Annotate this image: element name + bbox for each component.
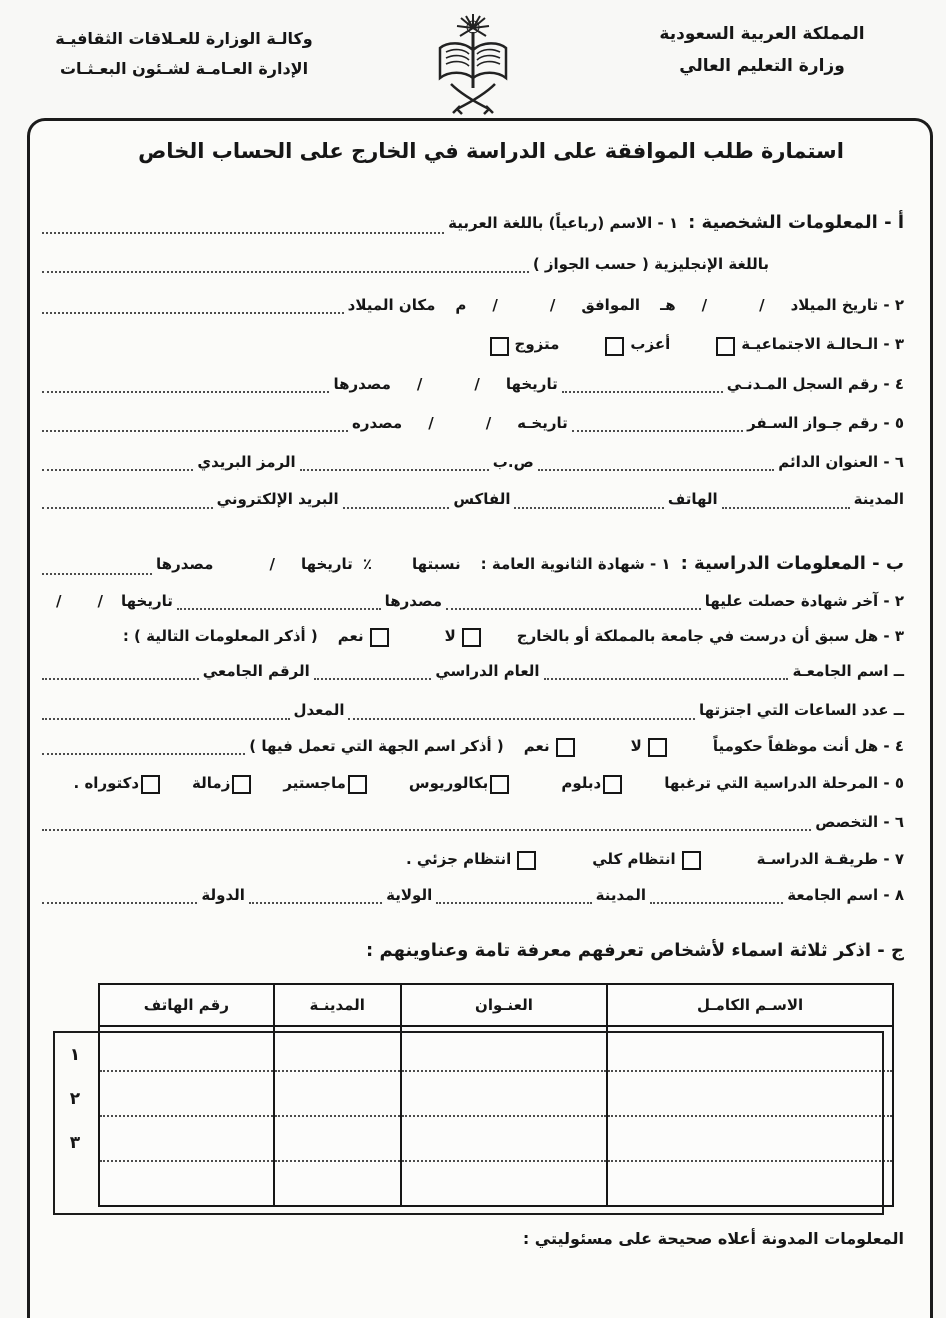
- target-university-label: ٨ - اسم الجامعة: [787, 885, 904, 904]
- reference-row-2: [99, 1071, 893, 1116]
- major-write-line[interactable]: [42, 824, 811, 831]
- doctorate-option-label: دكتوراه .: [73, 773, 140, 792]
- field-row-employee: [38, 735, 904, 758]
- civil-record-label: ٤ - رقم السجل المـدنـي: [726, 374, 904, 393]
- birth-place-label: مكان الميلاد: [347, 296, 436, 315]
- major-label: ٦ - التخصص: [815, 813, 904, 832]
- civil-record-date-label: تاريخها: [505, 374, 558, 393]
- table-cell[interactable]: [274, 1026, 401, 1071]
- fax-label: الفاكس: [453, 490, 511, 509]
- field-row-birth-date: [38, 294, 904, 317]
- studied-before-note: ( أذكر المعلومات التالية ) :: [122, 626, 318, 645]
- ministry-emblem-icon: [421, 10, 525, 118]
- target-city-label: المدينة: [595, 885, 646, 904]
- field-row-highschool: [38, 550, 904, 578]
- parttime-option-label: انتظام جزئي .: [406, 850, 512, 869]
- checkbox-fulltime[interactable]: [682, 851, 701, 870]
- checkbox-marital[interactable]: [716, 337, 735, 356]
- highschool-date-label: تاريخها: [300, 554, 353, 573]
- field-row-major: [38, 811, 904, 834]
- field-row-name-english: [38, 253, 769, 276]
- prev-university-label: ــ اسم الجامعـة: [792, 662, 904, 681]
- university-number-write-line[interactable]: [42, 673, 199, 680]
- checkbox-bachelor[interactable]: [490, 775, 509, 794]
- married-option-label: متزوج: [514, 335, 560, 354]
- academic-year-write-line[interactable]: [314, 673, 432, 680]
- references-table: [98, 983, 894, 1207]
- fellowship-option-label: زمالة: [192, 773, 231, 792]
- highschool-issuer-label: مصدرها: [156, 554, 214, 573]
- last-degree-issuer-label: مصدرها: [384, 591, 443, 610]
- date-slash: /: [56, 591, 62, 610]
- passport-write-line[interactable]: [572, 425, 743, 432]
- civil-record-issuer-write-line[interactable]: [42, 386, 329, 393]
- table-cell[interactable]: [401, 1026, 607, 1071]
- page-header: [0, 10, 946, 118]
- date-slash: /: [428, 413, 434, 432]
- references-table-wrap: [69, 983, 894, 1207]
- table-cell[interactable]: [401, 1071, 607, 1116]
- field-row-degree-level: [38, 772, 904, 795]
- passport-label: ٥ - رقم جـواز السـفر: [747, 413, 904, 432]
- phone-label: الهاتف: [667, 490, 718, 509]
- date-slash: /: [549, 296, 556, 315]
- passport-issuer-write-line[interactable]: [42, 425, 348, 432]
- target-university-write-line[interactable]: [650, 897, 783, 904]
- study-mode-label: ٧ - طريقـة الدراسـة: [756, 850, 904, 869]
- table-cell[interactable]: [99, 1071, 274, 1116]
- table-cell[interactable]: [99, 1026, 274, 1071]
- single-option-label: أعزب: [630, 335, 671, 354]
- name-arabic-label: ١ - الاسم (رباعياً) باللغة العربية: [448, 214, 679, 232]
- field-row-target-university: [38, 884, 904, 907]
- checkbox-studied-no[interactable]: [462, 628, 481, 647]
- fulltime-option-label: انتظام كلي: [592, 850, 676, 869]
- col-header-phone: رقم الهاتف: [99, 984, 274, 1026]
- table-cell[interactable]: [274, 1116, 401, 1161]
- checkbox-master[interactable]: [348, 775, 367, 794]
- highschool-label: ١ - شهادة الثانوية العامة :: [480, 554, 671, 573]
- pobox-write-line[interactable]: [300, 464, 489, 471]
- field-row-studied-before: [38, 625, 904, 648]
- gregorian-marker: م: [455, 296, 467, 315]
- name-english-write-line[interactable]: [42, 266, 529, 273]
- checkbox-doctorate[interactable]: [141, 775, 160, 794]
- date-slash: /: [97, 591, 103, 610]
- name-english-label: باللغة الإنجليزية ( حسب الجواز ): [532, 254, 769, 273]
- address-label: ٦ - العنوان الدائم: [778, 453, 904, 472]
- field-row-contact: [38, 488, 904, 511]
- address-write-line[interactable]: [538, 464, 775, 471]
- email-write-line[interactable]: [42, 502, 213, 509]
- prev-university-write-line[interactable]: [544, 673, 789, 680]
- academic-year-label: العام الدراسي: [435, 662, 540, 681]
- degree-level-label: ٥ - المرحلة الدراسية التي ترغبها: [664, 773, 904, 792]
- table-cell[interactable]: [274, 1071, 401, 1116]
- reference-row-3: [99, 1116, 893, 1161]
- email-label: البريد الإلكتروني: [216, 490, 339, 509]
- last-degree-issuer-write-line[interactable]: [177, 603, 381, 610]
- date-slash: /: [474, 374, 480, 393]
- field-row-marital-status: [38, 333, 904, 356]
- state-label: الولاية: [386, 885, 433, 904]
- birth-date-label: ٢ - تاريخ الميلاد: [790, 296, 904, 315]
- table-row-number-2: ٢: [69, 1088, 81, 1109]
- highschool-pct-label: نسبتها: [411, 554, 461, 573]
- declaration-text: المعلومات المدونة أعلاه صحيحة على مسئوليتي :: [522, 1228, 904, 1248]
- agency-line1: وكالـة الوزارة للعـلاقات الثقافيـة: [55, 29, 313, 48]
- table-cell[interactable]: [607, 1026, 893, 1071]
- yes-option-label: نعم: [523, 736, 550, 755]
- date-slash: /: [269, 554, 275, 573]
- section-c-heading-row: [38, 937, 904, 965]
- header-agency-block: [14, 10, 354, 85]
- table-row-number-3: ٣: [69, 1132, 81, 1153]
- ministry-line2: وزارة التعليم العالي: [679, 56, 845, 77]
- last-degree-write-line[interactable]: [446, 603, 701, 610]
- employee-label: ٤ - هل أنت موظفاً حكومياً: [712, 736, 904, 755]
- checkbox-married[interactable]: [490, 337, 509, 356]
- last-degree-date-label: تاريخها: [120, 591, 173, 610]
- hijri-marker: هـ: [660, 296, 676, 315]
- master-option-label: ماجستير: [283, 773, 346, 792]
- bachelor-option-label: بكالوريوس: [408, 773, 489, 792]
- diploma-option-label: دبلوم: [561, 773, 602, 792]
- agency-line2: الإدارة العـامـة لشـئون البعـثـات: [59, 59, 309, 79]
- date-slash: /: [759, 296, 765, 315]
- corresponding-label: الموافق: [581, 296, 641, 315]
- field-row-address: [38, 451, 904, 474]
- table-cell[interactable]: [607, 1071, 893, 1116]
- last-degree-label: ٢ - آخر شهادة حصلت عليها: [704, 591, 904, 610]
- field-row-prev-university: [38, 660, 904, 683]
- table-cell[interactable]: [99, 1161, 274, 1206]
- date-slash: /: [485, 413, 492, 432]
- form-title: استمارة طلب الموافقة على الدراسة في الخارج على الحساب الخاص: [138, 139, 844, 163]
- table-cell[interactable]: [607, 1116, 893, 1161]
- gpa-write-line[interactable]: [42, 713, 290, 720]
- civil-record-write-line[interactable]: [562, 386, 723, 393]
- col-header-address: العنـوان: [401, 984, 607, 1026]
- reference-row-extra: [99, 1161, 893, 1206]
- city-label: المدينة: [853, 490, 904, 509]
- birth-place-write-line[interactable]: [42, 307, 344, 314]
- no-option-label: لا: [444, 626, 456, 645]
- checkbox-employee-yes[interactable]: [556, 738, 575, 757]
- checkbox-employee-no[interactable]: [648, 738, 667, 757]
- phone-write-line[interactable]: [514, 502, 663, 509]
- pobox-label: ص.ب: [492, 453, 534, 472]
- highschool-issuer-write-line[interactable]: [42, 568, 152, 575]
- studied-before-label: ٣ - هل سبق أن درست في جامعة بالمملكة أو بالخارج: [516, 626, 904, 645]
- target-city-write-line[interactable]: [436, 897, 591, 904]
- passport-date-label: تاريخـه: [517, 413, 568, 432]
- checkbox-parttime[interactable]: [517, 851, 536, 870]
- date-slash: /: [701, 296, 708, 315]
- field-row-last-degree: [38, 590, 904, 613]
- section-b-heading: ب - المعلومات الدراسية :: [680, 552, 904, 574]
- percent-sign: ٪: [362, 554, 372, 573]
- form-outer-box: [27, 118, 933, 1318]
- name-arabic-write-line[interactable]: [42, 227, 444, 234]
- date-slash: /: [416, 374, 423, 393]
- checkbox-single[interactable]: [605, 337, 624, 356]
- field-row-study-mode: [38, 848, 904, 871]
- table-cell[interactable]: [401, 1116, 607, 1161]
- university-number-label: الرقم الجامعي: [202, 662, 310, 681]
- field-row-hours: [38, 699, 904, 722]
- employer-write-line[interactable]: [42, 748, 245, 755]
- reference-row-1: [99, 1026, 893, 1071]
- zip-write-line[interactable]: [42, 464, 193, 471]
- zip-label: الرمز البريدي: [197, 453, 296, 472]
- hours-label: ــ عدد الساعات التي اجتزتها: [698, 701, 904, 720]
- section-c-heading: ج - اذكر ثلاثة اسماء لأشخاص تعرفهم معرفة تامة وعناوينهم :: [366, 939, 904, 961]
- checkbox-diploma[interactable]: [603, 775, 622, 794]
- table-cell[interactable]: [401, 1161, 607, 1206]
- table-row-number-1: ١: [69, 1044, 81, 1065]
- table-cell[interactable]: [99, 1116, 274, 1161]
- city-write-line[interactable]: [722, 502, 850, 509]
- date-slash: /: [492, 296, 498, 315]
- header-kingdom-block: [592, 10, 932, 83]
- country-write-line[interactable]: [42, 897, 197, 904]
- field-row-civil-record: [38, 373, 904, 396]
- table-cell[interactable]: [274, 1161, 401, 1206]
- employee-note: ( أذكر اسم الجهة التي تعمل فيها ): [249, 736, 504, 755]
- table-cell[interactable]: [607, 1161, 893, 1206]
- checkbox-studied-yes[interactable]: [370, 628, 389, 647]
- hours-write-line[interactable]: [348, 713, 694, 720]
- section-a-heading: أ - المعلومات الشخصية :: [688, 212, 904, 233]
- field-row-passport: [38, 412, 904, 435]
- col-header-full-name: الاسـم الكامـل: [607, 984, 893, 1026]
- civil-record-issuer-label: مصدرها: [333, 374, 391, 393]
- marital-status-label: ٣ - الـحالـة الاجتماعيـة: [741, 335, 904, 354]
- state-write-line[interactable]: [249, 897, 382, 904]
- kingdom-line1: المملكة العربية السعودية: [659, 24, 865, 44]
- field-row-name-arabic: [38, 209, 904, 237]
- checkbox-fellowship[interactable]: [232, 775, 251, 794]
- col-header-city: المدينـة: [274, 984, 401, 1026]
- fax-write-line[interactable]: [343, 502, 450, 509]
- no-option-label: لا: [630, 736, 642, 755]
- yes-option-label: نعم: [337, 626, 364, 645]
- gpa-label: المعدل: [293, 701, 345, 720]
- passport-issuer-label: مصدره: [351, 413, 403, 432]
- references-header-row: [99, 984, 893, 1026]
- country-label: الدولة: [201, 885, 245, 904]
